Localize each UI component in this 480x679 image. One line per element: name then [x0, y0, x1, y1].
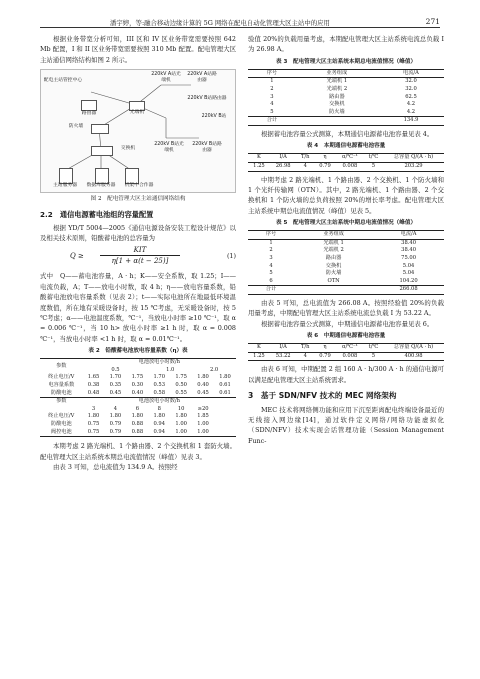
paragraph: 本期考虑 2 路光端机、1 个路由器、2 个交换机和 1 套防火墙。配电管理大区主站系统本期总电流值情况（峰值）见表 3。 — [40, 442, 236, 461]
station-label: 220kV B站路由器 — [187, 96, 227, 102]
table-row: 防酸电池 0.48 0.45 0.40 0.58 0.55 0.45 0.61 — [50, 389, 231, 396]
param-header: 参数 — [56, 363, 67, 370]
table-4: K I/A T/h η α/℃⁻¹ t/℃ 总容量 Q/(A · h) 1.25 26.98 4 0.79 0.008 5 203.29 — [248, 153, 444, 171]
table-caption: 表 6 中期通信电源蓄电池容量 — [306, 333, 386, 340]
table-caption: 表 2 铅酸蓄电池放电容量系数（η）表 — [88, 348, 188, 355]
formula-numerator: KIT — [133, 246, 147, 255]
table-row: 终止电压/V 1.65 1.70 1.75 1.70 1.75 1.80 1.80 — [48, 374, 231, 381]
station-label: 220kV B站光端机 — [154, 142, 184, 154]
table-total-row: 合计 266.08 — [248, 286, 444, 295]
table-caption: 表 3 配电管理大区主站系统本期总电流值情况（峰值） — [275, 58, 417, 65]
cabinet-label: 机架中合作器 — [124, 183, 154, 189]
switch-label: 交换机 — [120, 146, 136, 152]
header-rule — [40, 27, 440, 28]
table-row: 阀控电池 0.75 0.79 0.88 0.94 1.00 1.00 — [50, 428, 209, 435]
paragraph: 根据业务带宽分析可知，III 区和 IV 区业务带宽需要按照 642 Mb 配置，I 和 II 区业务带宽需要按照 310 Mb 配置。配电管理大区主站通信网络结构如图 2 所示。 — [40, 35, 236, 64]
section-heading: 2.2 通信电源蓄电池组的容量配置 — [40, 210, 154, 220]
table-2: 参数 电池放电小时数/h 0.5 1.0 2.0 终止电压/V 1.65 1.70 1.75 1.70 1.75 1.80 1.80 电容量系数 0.38 0.35 0.30 0.53 0.50 0.40 0.61 防酸电池 0.48 0.45 0.40 0.58 0.55 0.45 0.61 参数 电池放电小时数/h 3 4 6 8 10 ≥20 终止电压/V 1.80 1.80 1.80 1.80 1.80 1.85 防酸电池 0.75 0.79 0.88 0.94 1.00 1.00 阀控电池 0.75 0.79 0.88 0.94 1.00 1.00 — [40, 358, 236, 437]
master-station-label: 配电主站管控中心 — [43, 78, 83, 84]
paragraph: 验值 20%的负载用量考虑，本期配电管理大区主站系统电流总负载 I 为 26.98 A。 — [248, 35, 444, 54]
table-3: 序号 业务组成 电流/A 1 光端机 1 32.0 2 光端机 2 32.0 3 路由器 62.5 4 交换机 4.2 5 防火墙 4.2 合计 134.9 — [248, 69, 444, 126]
formula-denominator: η[1 + α(t − 25)] — [100, 255, 180, 266]
param-header: 参数 — [56, 398, 67, 405]
table-5: 序号 业务组成 电流/A 1 光端机 1 38.40 2 光端机 2 38.40 3 路由器 75.00 4 交换机 5.04 5 防火墙 5.04 6 OTN 104.20 合计 266.08 — [248, 230, 444, 295]
table-6: K I/A T/h η α/℃⁻¹ t/℃ 总容量 Q/(A · h) 1.25 53.22 4 0.79 0.008 5 400.98 — [248, 343, 444, 361]
formula — [40, 245, 236, 269]
formula-lhs: Q ≥ — [70, 252, 84, 261]
firewall-box — [91, 124, 109, 134]
figure-caption: 图 2 配电管理大区主站通信网络结构 — [90, 196, 186, 203]
server-a-box — [59, 168, 73, 184]
table-row: 3 路由器 75.00 — [269, 254, 416, 261]
server-b-box — [95, 168, 109, 184]
table-row: 1 光端机 1 38.40 — [269, 239, 416, 246]
right-column — [248, 34, 444, 446]
paragraph: 中期考虑 2 路光端机、1 个路由器、2 个交换机、1 个防火墙和 1 个光纤传输网（OTN）。其中，2 路光端机、1 个路由器、2 个交换机和 1 个防火墙的总负荷按照 20%的增长率考虑。配电管理大区主站系统中期总电流值情况（峰值）见表 5。 — [248, 175, 444, 215]
cabinet-box — [125, 168, 139, 184]
header-title: 潘宇婷，等:融合移动边缘计算的 5G 网络在配电自动化管理大区主站中的应用 — [110, 19, 330, 27]
table-total-row: 合计 134.9 — [248, 117, 444, 126]
paragraph: 由表 6 可知，中期配置 2 组 160 A · h/300 A · h 的通信电源可以满足配电管理大区主站系统需求。 — [248, 365, 444, 384]
section-heading: 3 基于 SDN/NFV 技术的 MEC 网络架构 — [248, 391, 397, 401]
paragraph: 由表 3 可知，总电流值为 134.9 A。按照经 — [53, 463, 178, 472]
running-header — [40, 14, 440, 26]
router-label: 路由器 — [81, 111, 97, 117]
table-caption: 表 4 本期通信电源蓄电池容量 — [306, 143, 386, 150]
network-figure — [40, 69, 236, 193]
table-row: 1.25 26.98 4 0.79 0.008 5 203.29 — [253, 162, 423, 169]
col-header: 0.5 — [111, 366, 120, 373]
server-b-label: 数据库服务器 — [86, 183, 116, 189]
paragraph: MEC 技术将网络侧功能和应用下沉至距离配电终端设备最近的无线接入网边缘[14]，通过软件定义网络/网络功能虚拟化（SDN/NFV）技术实现会话管理功能（Session Management Func- — [248, 405, 444, 445]
router-box — [81, 100, 97, 111]
optical-label: 光端机 — [129, 110, 145, 116]
hours-header: 电池放电小时数/h — [138, 398, 180, 405]
table-row: 终止电压/V 1.80 1.80 1.80 1.80 1.80 1.85 — [48, 413, 209, 420]
table-row: 电容量系数 0.38 0.35 0.30 0.53 0.50 0.40 0.61 — [48, 382, 231, 389]
hours-header: 电池放电小时数/h — [138, 359, 180, 366]
firewall-label: 防火墙 — [68, 124, 84, 130]
col-header: 1.0 — [166, 366, 175, 373]
paragraph: 由表 5 可知，总电流值为 266.08 A。按照经验值 20%的负载用量考虑，中期配电管理大区主站系统电流总负载 I 为 53.22 A。 — [248, 298, 444, 318]
col-header: 2.0 — [209, 366, 219, 373]
table-row: 6 OTN 104.20 — [269, 277, 418, 284]
switch-box — [91, 146, 113, 156]
station-label: 220kV B站路由器 — [192, 142, 222, 154]
table-row: 3 路由器 62.5 — [270, 93, 417, 100]
table-caption: 表 5 配电管理大区主站系统中期总电流值情况（峰值） — [275, 220, 417, 227]
paragraph: 根据蓄电池容量公式测算，本期通信电源蓄电池容量见表 4。 — [261, 129, 434, 138]
paragraph: 根据蓄电池容量公式测算，中期通信电源蓄电池容量见表 6。 — [261, 319, 434, 328]
page-number: 271 — [425, 17, 440, 26]
table-row: 4 交换机 5.04 — [269, 262, 415, 269]
formula-fraction — [100, 245, 180, 266]
equation-number: (1) — [226, 252, 236, 261]
server-a-label: 主站服务器 — [53, 183, 77, 189]
paragraph: 式中 Q——蓄电池容量，A · h；K——安全系数，取 1.25；I——电流负载，A；T——放电小时数，取 4 h；η——放电容量系数，铅酸蓄电池放电容量系数（见表 2）；t——实际电池所在地最低环境温度数值，所在地有采暖设备时，按 15 ℃考虑，无采暖设备时，按 5 ℃考虑；α——电池温度系数，℃⁻¹，当放电小时率 ≥10 ℃⁻¹，取 α = 0.006 ℃⁻¹，当 10 h> 放电小时率 ≥1 h 时，取 α = 0.008 ℃⁻¹，当放电小时率 <1 h 时，取 α = 0.01℃⁻¹。 — [40, 272, 236, 343]
table-row: 1 光端机 1 32.0 — [270, 78, 417, 85]
paragraph: 根据 YD/T 5004—2005《通信电源设备安装工程设计规范》以及相关技术原则，铅酸蓄电池的总容量为 — [40, 223, 236, 243]
table-row: 4 交换机 4.2 — [270, 101, 416, 108]
table-row: 2 光端机 2 32.0 — [270, 86, 417, 92]
station-label: 220kV B站 — [201, 114, 227, 120]
table-row: 1.25 53.22 4 0.79 0.008 5 400.98 — [253, 352, 423, 359]
station-label: 220kV A站光端机 — [151, 72, 181, 84]
station-label: 220kV A站路由器 — [187, 72, 217, 84]
table-row: 5 防火墙 5.04 — [269, 270, 415, 277]
table-row: 5 防火墙 4.2 — [270, 108, 416, 115]
left-column — [40, 34, 236, 472]
table-row: 防酸电池 0.75 0.79 0.88 0.94 1.00 1.00 — [50, 421, 209, 428]
table-row: 2 光端机 2 38.40 — [269, 247, 416, 254]
